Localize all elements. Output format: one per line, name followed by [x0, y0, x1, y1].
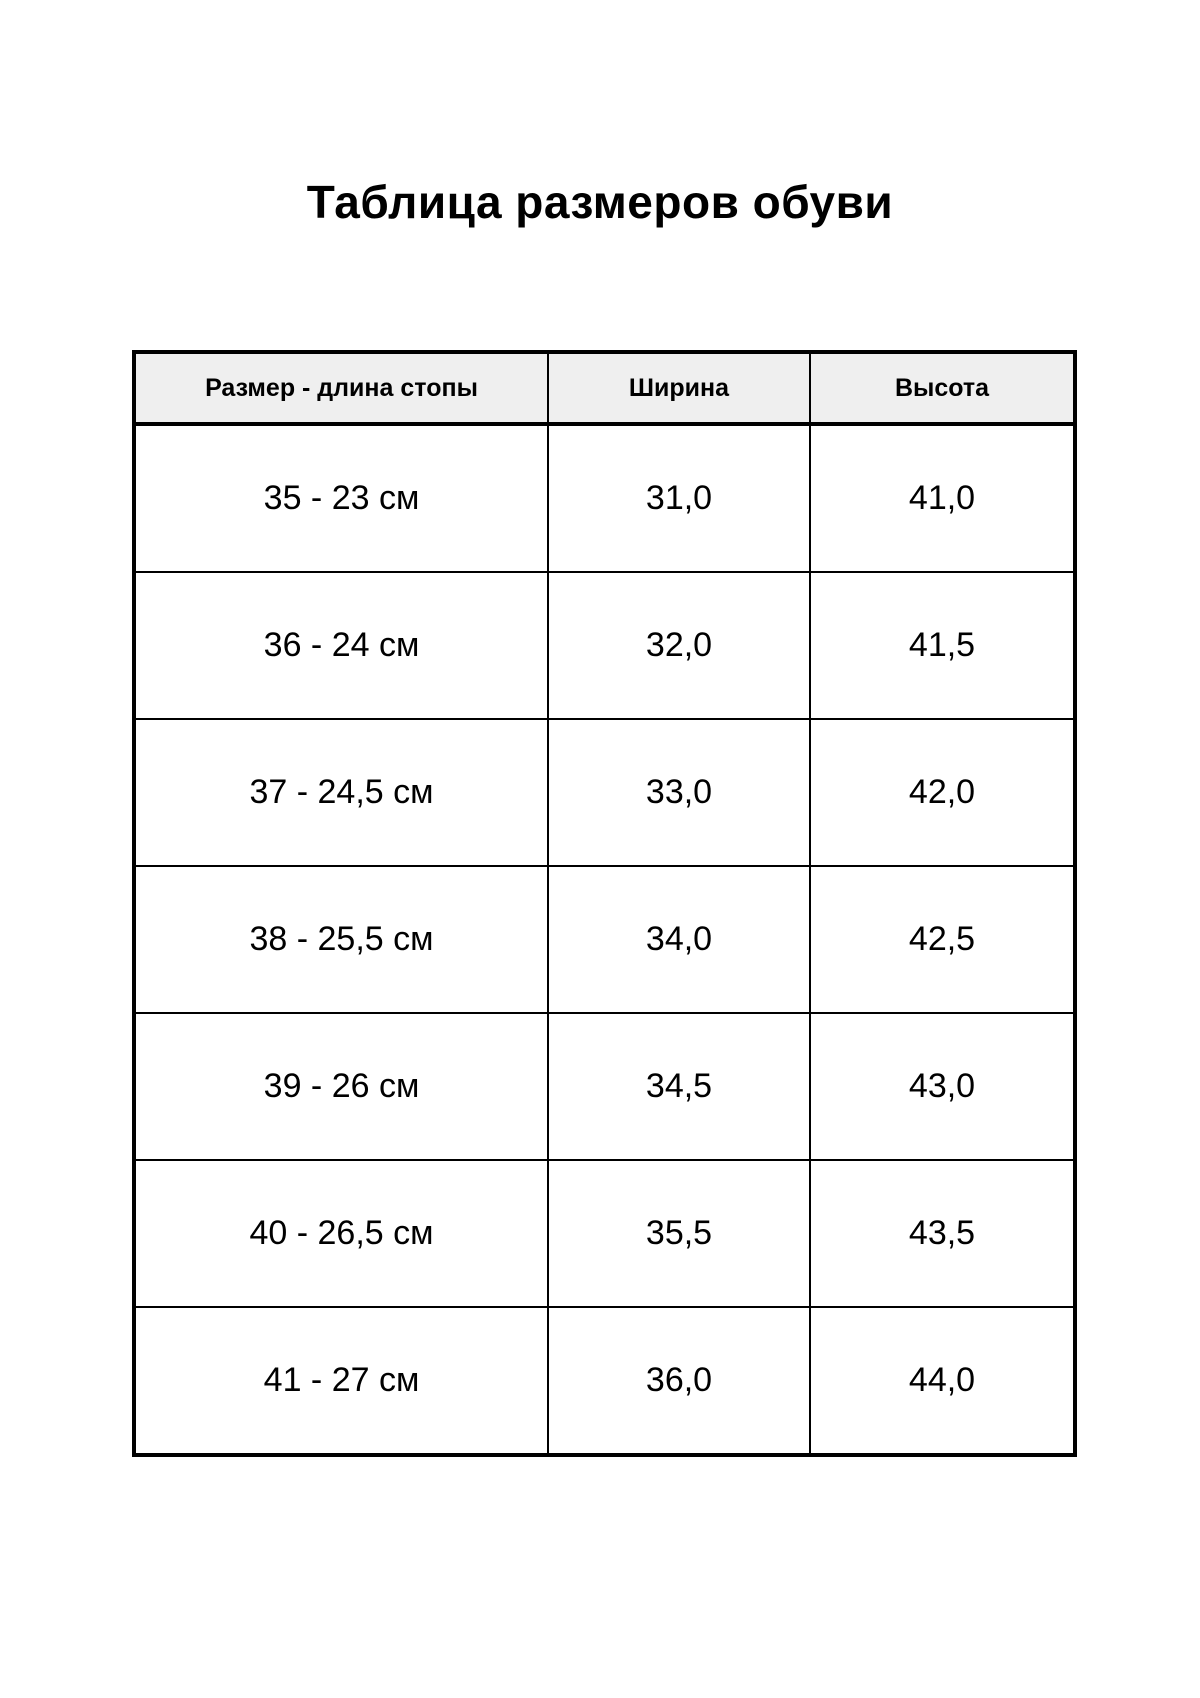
- cell-height: 43,5: [810, 1160, 1075, 1307]
- cell-height: 44,0: [810, 1307, 1075, 1455]
- table-row: [134, 1013, 1075, 1160]
- cell-size: 40 - 26,5 см: [134, 1160, 548, 1307]
- cell-width: 36,0: [548, 1307, 810, 1455]
- cell-size: 38 - 25,5 см: [134, 866, 548, 1013]
- cell-height: 42,5: [810, 866, 1075, 1013]
- table-row: [134, 866, 1075, 1013]
- cell-size: 41 - 27 см: [134, 1307, 548, 1455]
- cell-width: 34,5: [548, 1013, 810, 1160]
- cell-size: 35 - 23 см: [134, 424, 548, 572]
- cell-size: 37 - 24,5 см: [134, 719, 548, 866]
- cell-width: 34,0: [548, 866, 810, 1013]
- cell-width: 32,0: [548, 572, 810, 719]
- cell-size: 39 - 26 см: [134, 1013, 548, 1160]
- cell-height: 42,0: [810, 719, 1075, 866]
- cell-width: 35,5: [548, 1160, 810, 1307]
- table-row: [134, 1160, 1075, 1307]
- table-row: [134, 719, 1075, 866]
- header-size-foot-length: Размер - длина стопы: [134, 352, 548, 424]
- table-row: [134, 1307, 1075, 1455]
- cell-height: 41,0: [810, 424, 1075, 572]
- table-header-row: [134, 352, 1075, 424]
- cell-height: 43,0: [810, 1013, 1075, 1160]
- cell-size: 36 - 24 см: [134, 572, 548, 719]
- header-width: Ширина: [548, 352, 810, 424]
- header-height: Высота: [810, 352, 1075, 424]
- page-title: Таблица размеров обуви: [306, 176, 894, 228]
- cell-width: 33,0: [548, 719, 810, 866]
- table-row: [134, 424, 1075, 572]
- cell-width: 31,0: [548, 424, 810, 572]
- size-table: [132, 350, 1077, 1457]
- cell-height: 41,5: [810, 572, 1075, 719]
- table-row: [134, 572, 1075, 719]
